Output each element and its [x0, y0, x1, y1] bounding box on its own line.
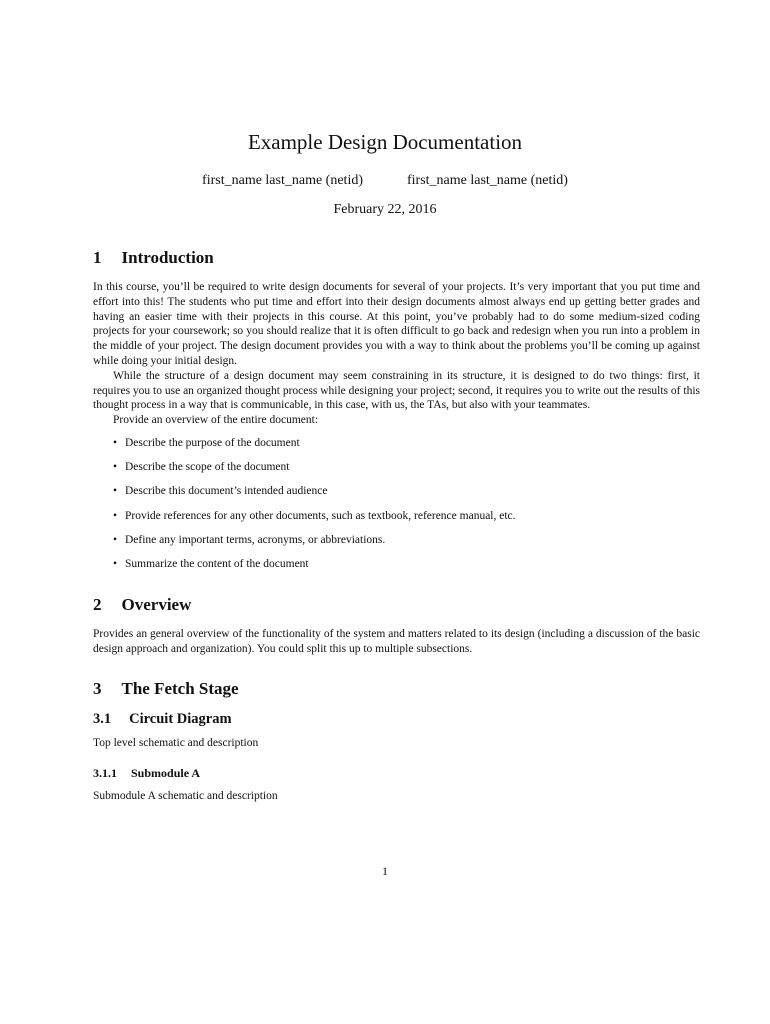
section-heading-overview	[93, 595, 700, 615]
bullet-icon: •	[113, 533, 118, 546]
bullet-icon: •	[113, 485, 118, 498]
intro-bullet-list	[93, 436, 700, 572]
subsubsection-title: Submodule A	[131, 766, 201, 781]
subsection-number: 3.1	[93, 710, 112, 727]
list-item-text: Describe this document’s intended audience	[125, 485, 328, 498]
list-item	[113, 460, 700, 475]
list-item-text: Describe the purpose of the document	[125, 436, 300, 449]
section-title: The Fetch Stage	[121, 678, 239, 698]
bullet-icon: •	[113, 509, 118, 522]
intro-paragraph-3: Provide an overview of the entire document:	[113, 414, 319, 427]
subsection-heading-circuit-diagram	[93, 711, 700, 728]
bullet-icon: •	[113, 557, 118, 570]
list-item	[113, 436, 700, 451]
intro-paragraph-1: In this course, you’ll be required to write design documents for several of your projects. It’s very important that you put time and effort into this! The students who put time and effort into their design documents almost always end up getting better grades and having an easier time with their projects in this course. At this point, you’ve probably had to do some medium-sized coding projects for your coursework; so you should realize that it is often difficult to go back and redesign when you run into a problem in the middle of your project. The design document provides you with a way to think about the problems you’ll be coming up against while doing your initial design.	[93, 281, 700, 367]
subsection-title: Circuit Diagram	[129, 710, 232, 727]
subsubsection-heading-submodule-a	[93, 766, 700, 781]
list-item	[113, 533, 700, 548]
list-item-text: Provide references for any other documents, such as textbook, reference manual, etc.	[125, 509, 516, 522]
list-item-text: Describe the scope of the document	[125, 461, 290, 474]
list-item-text: Summarize the content of the document	[125, 557, 309, 570]
submodule-a-paragraph: Submodule A schematic and description	[93, 790, 278, 803]
document-date: February 22, 2016	[333, 202, 437, 217]
page-number: 1	[382, 864, 388, 878]
list-item	[113, 509, 700, 524]
overview-paragraph: Provides an general overview of the functionality of the system and matters related to its design (including a discussion of the basic design approach and organization). You could split this up to multiple subsections.	[93, 628, 700, 655]
list-item	[113, 557, 700, 572]
subsubsection-number: 3.1.1	[93, 766, 117, 781]
circuit-diagram-paragraph: Top level schematic and description	[93, 736, 259, 749]
bullet-icon: •	[113, 461, 118, 474]
author-2: first_name last_name (netid)	[407, 173, 568, 188]
section-number: 3	[93, 678, 102, 698]
document-title: Example Design Documentation	[247, 130, 523, 154]
section-heading-introduction	[93, 248, 700, 268]
section-heading-fetch-stage	[93, 679, 700, 699]
author-list	[0, 173, 770, 189]
bullet-icon: •	[113, 436, 118, 449]
author-1: first_name last_name (netid)	[202, 173, 363, 188]
section-title: Introduction	[121, 248, 214, 267]
section-number: 2	[93, 595, 102, 615]
list-item	[113, 484, 700, 499]
document-body	[93, 248, 700, 804]
section-title: Overview	[121, 595, 192, 615]
intro-paragraph-2: While the structure of a design document may seem constraining in its structure, it is designed to do two things: first, it requires you to use an organized thought process while designing your project; second, it requires you to write out the results of this thought process in a way that is communicable, in this case, with us, the TAs, but also with your teammates.	[93, 369, 700, 412]
section-number: 1	[93, 248, 102, 267]
list-item-text: Define any important terms, acronyms, or abbreviations.	[125, 533, 386, 546]
